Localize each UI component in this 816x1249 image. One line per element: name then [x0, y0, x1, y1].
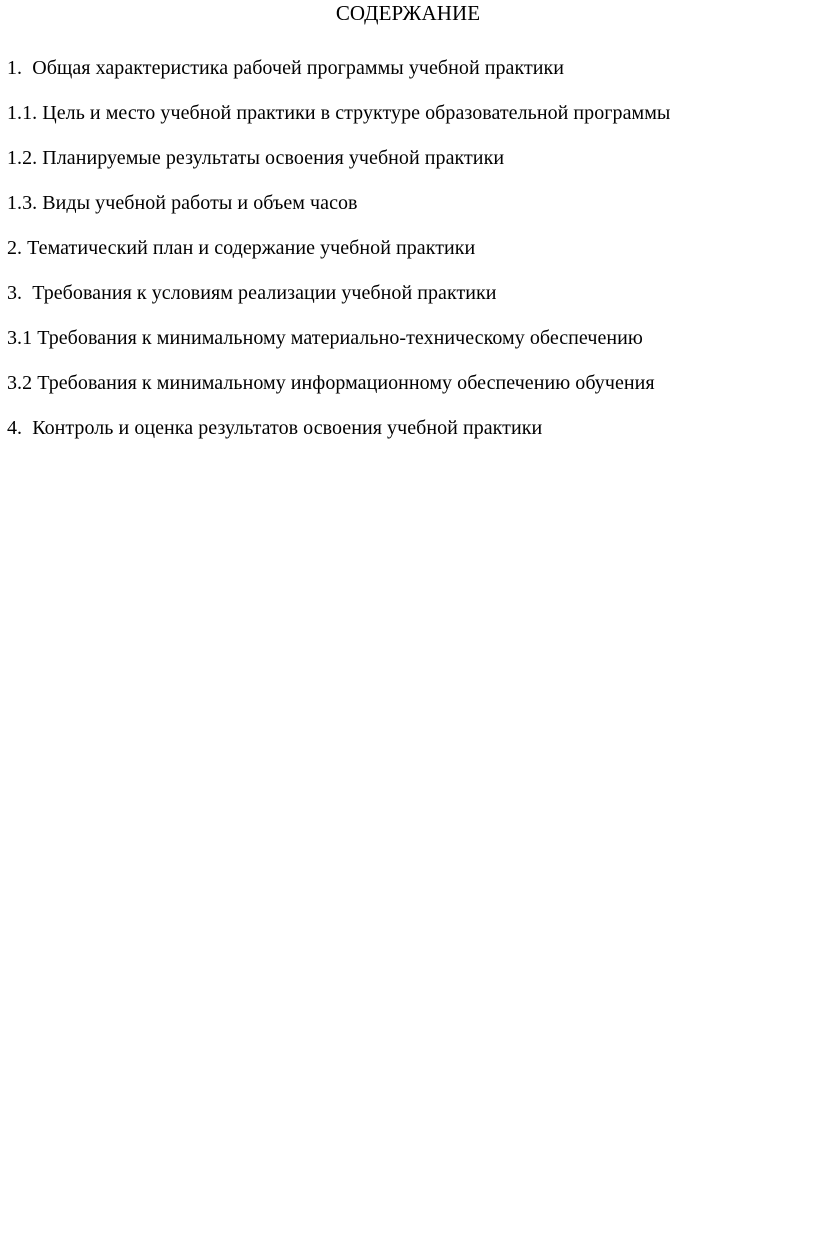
toc-item-4: 4. Контроль и оценка результатов освоения учебной практики	[7, 417, 543, 439]
toc-item-1-3: 1.3. Виды учебной работы и объем часов	[7, 192, 358, 214]
toc-item-1-2: 1.2. Планируемые результаты освоения учебной практики	[7, 147, 505, 169]
toc-item-1: 1. Общая характеристика рабочей программы учебной практики	[7, 57, 565, 79]
table-of-contents	[7, 55, 807, 460]
toc-item-1-1: 1.1. Цель и место учебной практики в структуре образовательной программы	[7, 102, 671, 124]
toc-item-3-1: 3.1 Требования к минимальному материально-техническому обеспечению	[7, 327, 643, 349]
toc-item-3: 3. Требования к условиям реализации учебной практики	[7, 282, 497, 304]
page-title: СОДЕРЖАНИЕ	[335, 1, 481, 25]
toc-item-3-2: 3.2 Требования к минимальному информационному обеспечению обучения	[7, 372, 655, 394]
toc-item-2: 2. Тематический план и содержание учебной практики	[7, 237, 476, 259]
